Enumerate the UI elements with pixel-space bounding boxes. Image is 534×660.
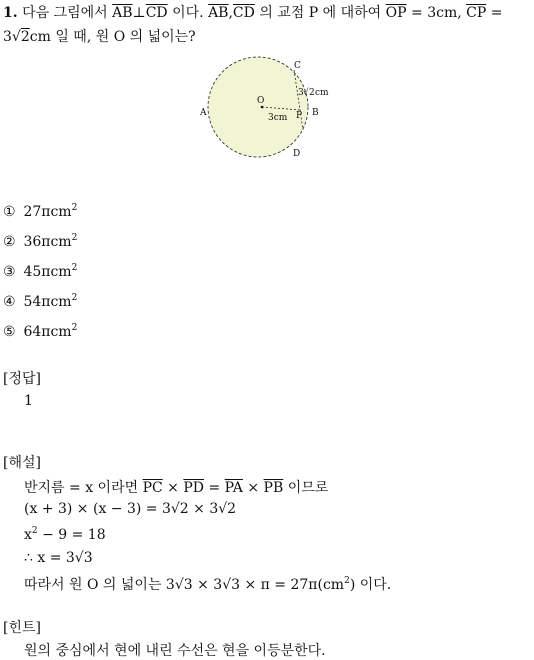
choice-exponent: 2 [71,203,78,213]
line1-end: 이므로 [287,480,329,496]
times-2: × [247,480,260,496]
choice-4[interactable] [3,293,77,310]
label-cp-unit: cm [315,88,329,98]
choice-exponent: 2 [71,233,78,243]
choice-value: 36πcm [23,234,72,250]
choice-value: 27πcm [23,204,72,220]
choice-marker: ⑤ [3,324,16,340]
choice-exponent: 2 [71,263,78,273]
segment-cp: $\overline{CP}$ [466,5,487,21]
question-text-idda: 이다. [172,5,204,21]
segment-ab-2: $\overline{AB}$ [208,5,229,21]
choice-marker: ④ [3,294,16,310]
question-line-1 [3,2,502,22]
line3-rest: − 9 = 18 [37,527,106,543]
segment-pb: $\overline{PB}$ [263,480,284,496]
label-cp-radicand: 2 [309,88,315,98]
line5-text: 따라서 원 O 의 넓이는 3√3 × 3√3 × π = 27π(cm [24,577,345,593]
explanation-line-4: ∴ x = 3√3 [24,550,93,566]
label-b: B [312,108,319,118]
choice-exponent: 2 [71,293,78,303]
perpendicular-symbol: ⊥ [132,5,146,21]
segment-pa: $\overline{PA}$ [224,480,243,496]
choice-marker: ③ [3,264,16,280]
label-p: P [296,111,303,121]
question-text-end: cm 일 때, 원 O 의 넓이는? [29,29,196,45]
cp-coefficient: 3 [3,29,12,45]
choice-value: 45πcm [23,264,72,280]
times-1: × [167,480,179,496]
question-text-before: 다음 그림에서 [22,5,108,21]
segment-cd: $\overline{CD}$ [145,5,168,21]
choice-marker: ② [3,234,16,250]
explanation-line-3 [24,526,106,543]
op-value: = 3cm, [411,5,462,21]
choice-3[interactable] [3,263,77,280]
label-o: O [257,96,265,106]
line1-text: 반지름 = x 이라면 [24,480,139,496]
cp-radicand: 2 [20,29,30,45]
line5-end: ) 이다. [349,577,392,593]
equals: = [208,480,221,496]
label-c: C [294,61,301,71]
comma: , [228,5,233,21]
explanation-line-1 [24,477,328,497]
explanation-line-5 [24,574,391,594]
cp-eq: = [490,5,503,21]
segment-ab: $\overline{AB}$ [112,5,133,21]
explanation-heading: [해설] [3,455,41,471]
sqrt-symbol: √ [11,29,21,45]
label-op-length: 3cm [268,113,288,123]
question-text-mid: 의 교점 P 에 대하여 [259,5,382,21]
segment-cd-2: $\overline{CD}$ [232,5,255,21]
label-cp-coefficient: 3 [298,88,304,98]
answer-value: 1 [24,393,33,409]
question-number: 1. [3,5,18,21]
label-d: D [293,149,301,159]
label-a: A [200,108,207,118]
choice-exponent: 2 [71,323,78,333]
center-point [261,106,264,109]
choice-5[interactable] [3,323,77,340]
circle-figure [196,52,346,168]
circle-o [208,57,308,157]
line3-exponent: 2 [31,526,38,536]
hint-text: 원의 중심에서 현에 내린 수선은 현을 이등분한다. [24,643,326,659]
question-line-2 [3,26,196,46]
choice-1[interactable] [3,203,77,220]
line5-exponent: 2 [344,576,350,586]
explanation-line-2: (x + 3) × (x − 3) = 3√2 × 3√2 [24,501,237,517]
segment-pc: $\overline{PC}$ [142,480,163,496]
choice-2[interactable] [3,233,77,250]
answer-heading: [정답] [3,371,41,387]
choice-value: 54πcm [23,294,72,310]
segment-pd: $\overline{PD}$ [183,480,205,496]
hint-heading: [힌트] [3,620,41,636]
segment-op: $\overline{OP}$ [385,5,407,21]
line3-var: x [24,527,32,543]
choice-marker: ① [3,204,16,220]
choice-value: 64πcm [23,324,72,340]
label-cp-sqrt: √ [303,88,309,98]
